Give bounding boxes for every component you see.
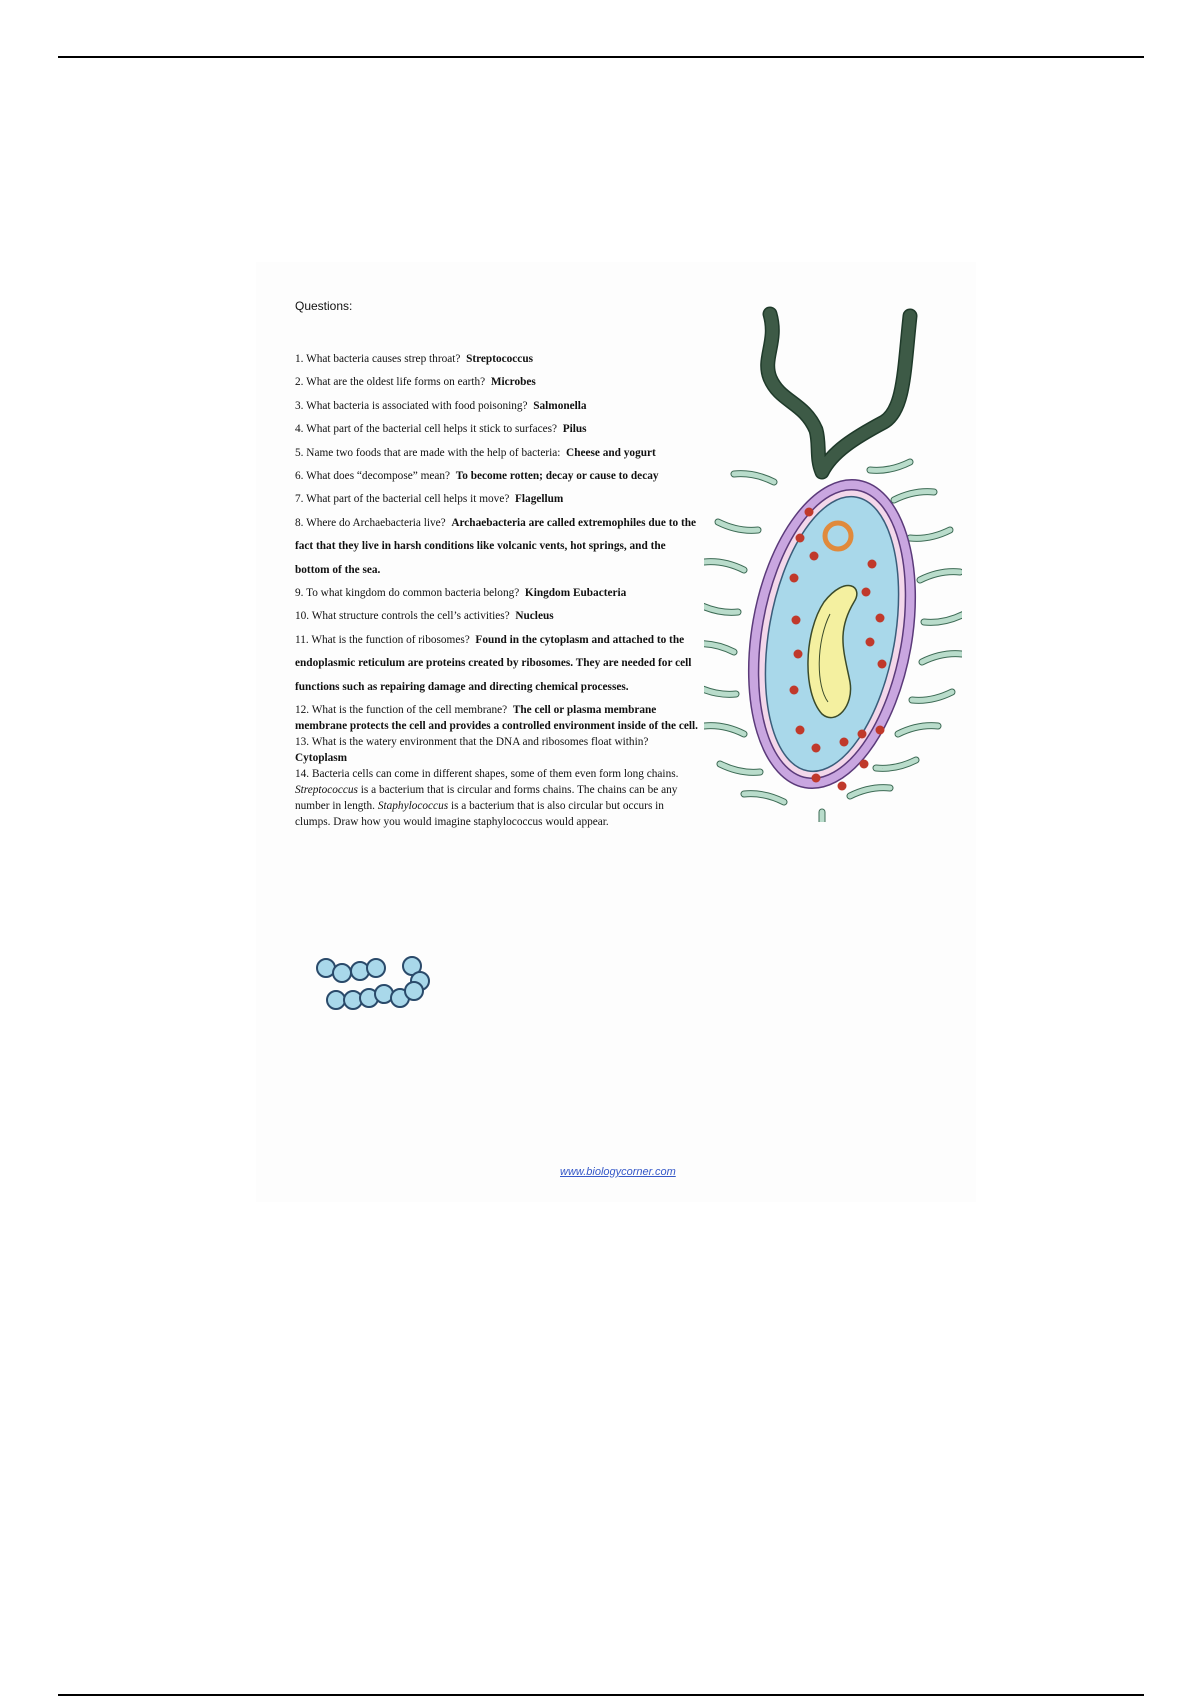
term-staphylococcus: Staphylococcus [377, 800, 449, 813]
ribosome [812, 774, 821, 783]
ribosome [860, 760, 869, 769]
question-1: 1. What bacteria causes strep throat? Streptococcus [295, 353, 533, 365]
answer-8: Archaebacteria are called extremophiles due to the fact that they live in harsh conditions like volcanic vents, hot springs, and the bottom of the sea. [295, 516, 697, 576]
image-credit-mark: · [882, 766, 884, 771]
question-7: 7. What part of the bacterial cell helps it move? Flagellum [295, 493, 564, 506]
ribosome [876, 726, 885, 735]
ribosome [796, 726, 805, 735]
question-5: 5. Name two foods that are made with the help of bacteria: Cheese and yogurt [295, 446, 656, 459]
ribosome [812, 744, 821, 753]
flagellum-fill [768, 314, 910, 472]
answer-1: Streptococcus [466, 353, 533, 365]
biologycorner-link[interactable]: www.biologycorner.com [560, 1166, 676, 1178]
question-list [295, 348, 700, 830]
chain-cell [367, 959, 385, 977]
ribosome [794, 650, 803, 659]
chain-cells [317, 957, 429, 1009]
answer-4: Pilus [562, 423, 587, 436]
ribosome [792, 616, 801, 625]
answer-2: Microbes [490, 376, 536, 389]
question-9: 9. To what kingdom do common bacteria belong? Kingdom Eubacteria [295, 587, 627, 600]
ribosome [805, 508, 814, 517]
chain-cell [405, 982, 423, 1000]
bacterium-diagram [704, 302, 962, 822]
ribosome [866, 638, 875, 647]
question-14: 14. Bacteria cells can come in different shapes, some of them even form long chains. Streptococcus is a bacterium that is circular and forms chains. The chains can be any number in length. Staphylococcus is a bacterium that is also circular but occurs in clumps. Draw how you would imagine staphylococcus would appear. [295, 768, 679, 829]
staphylococcus-drawing [310, 950, 450, 1026]
question-3: 3. What bacteria is associated with food poisoning? Salmonella [295, 399, 587, 412]
chain-cell [333, 964, 351, 982]
ribosome [810, 552, 819, 561]
question-11: 11. What is the function of ribosomes? Found in the cytoplasm and attached to the endoplasmic reticulum are proteins created by ribosomes. They are needed for cell functions such as repairing damage and directing chemical processes. [295, 633, 692, 693]
question-13: 13. What is the watery environment that the DNA and ribosomes float within? Cytoplasm [295, 736, 649, 765]
ribosome [876, 614, 885, 623]
answer-7: Flagellum [515, 493, 564, 506]
ribosome [858, 730, 867, 739]
answer-12: The cell or plasma membrane membrane protects the cell and provides a controlled environment inside of the cell. [295, 704, 698, 733]
ribosome [790, 574, 799, 583]
top-rule [58, 56, 1144, 58]
answer-11: Found in the cytoplasm and attached to the endoplasmic reticulum are proteins created by ribosomes. They are needed for cell functions such as repairing damage and directing chemical processes. [295, 633, 692, 693]
question-4: 4. What part of the bacterial cell helps it stick to surfaces? Pilus [295, 423, 587, 436]
answer-13: Cytoplasm [295, 752, 348, 765]
ribosome [878, 660, 887, 669]
questions-heading: Questions: [295, 299, 353, 313]
worksheet-page [256, 262, 976, 1202]
question-2: 2. What are the oldest life forms on earth? Microbes [295, 376, 536, 389]
answer-10: Nucleus [515, 610, 554, 623]
ribosome [862, 588, 871, 597]
chain-cell [327, 991, 345, 1009]
question-8: 8. Where do Archaebacteria live? Archaebacteria are called extremophiles due to the fact that they live in harsh conditions like volcanic vents, hot springs, and the bottom of the sea. [295, 516, 697, 576]
answer-9: Kingdom Eubacteria [524, 587, 627, 600]
term-streptococcus: Streptococcus [295, 784, 358, 797]
ribosome [796, 534, 805, 543]
ribosome [840, 738, 849, 747]
question-6: 6. What does “decompose” mean? To become rotten; decay or cause to decay [295, 470, 659, 483]
question-10: 10. What structure controls the cell’s activities? Nucleus [295, 610, 554, 623]
question-12: 12. What is the function of the cell membrane? The cell or plasma membrane membrane protects the cell and provides a controlled environment inside of the cell. [295, 704, 698, 733]
ribosome [838, 782, 847, 791]
ribosome [868, 560, 877, 569]
answer-5: Cheese and yogurt [566, 446, 656, 459]
bottom-rule [58, 1694, 1144, 1696]
answer-6: To become rotten; decay or cause to decay [455, 470, 659, 483]
pilus-fill [704, 644, 734, 652]
chain-cell [351, 962, 369, 980]
ribosome [790, 686, 799, 695]
answer-3: Salmonella [533, 399, 587, 412]
